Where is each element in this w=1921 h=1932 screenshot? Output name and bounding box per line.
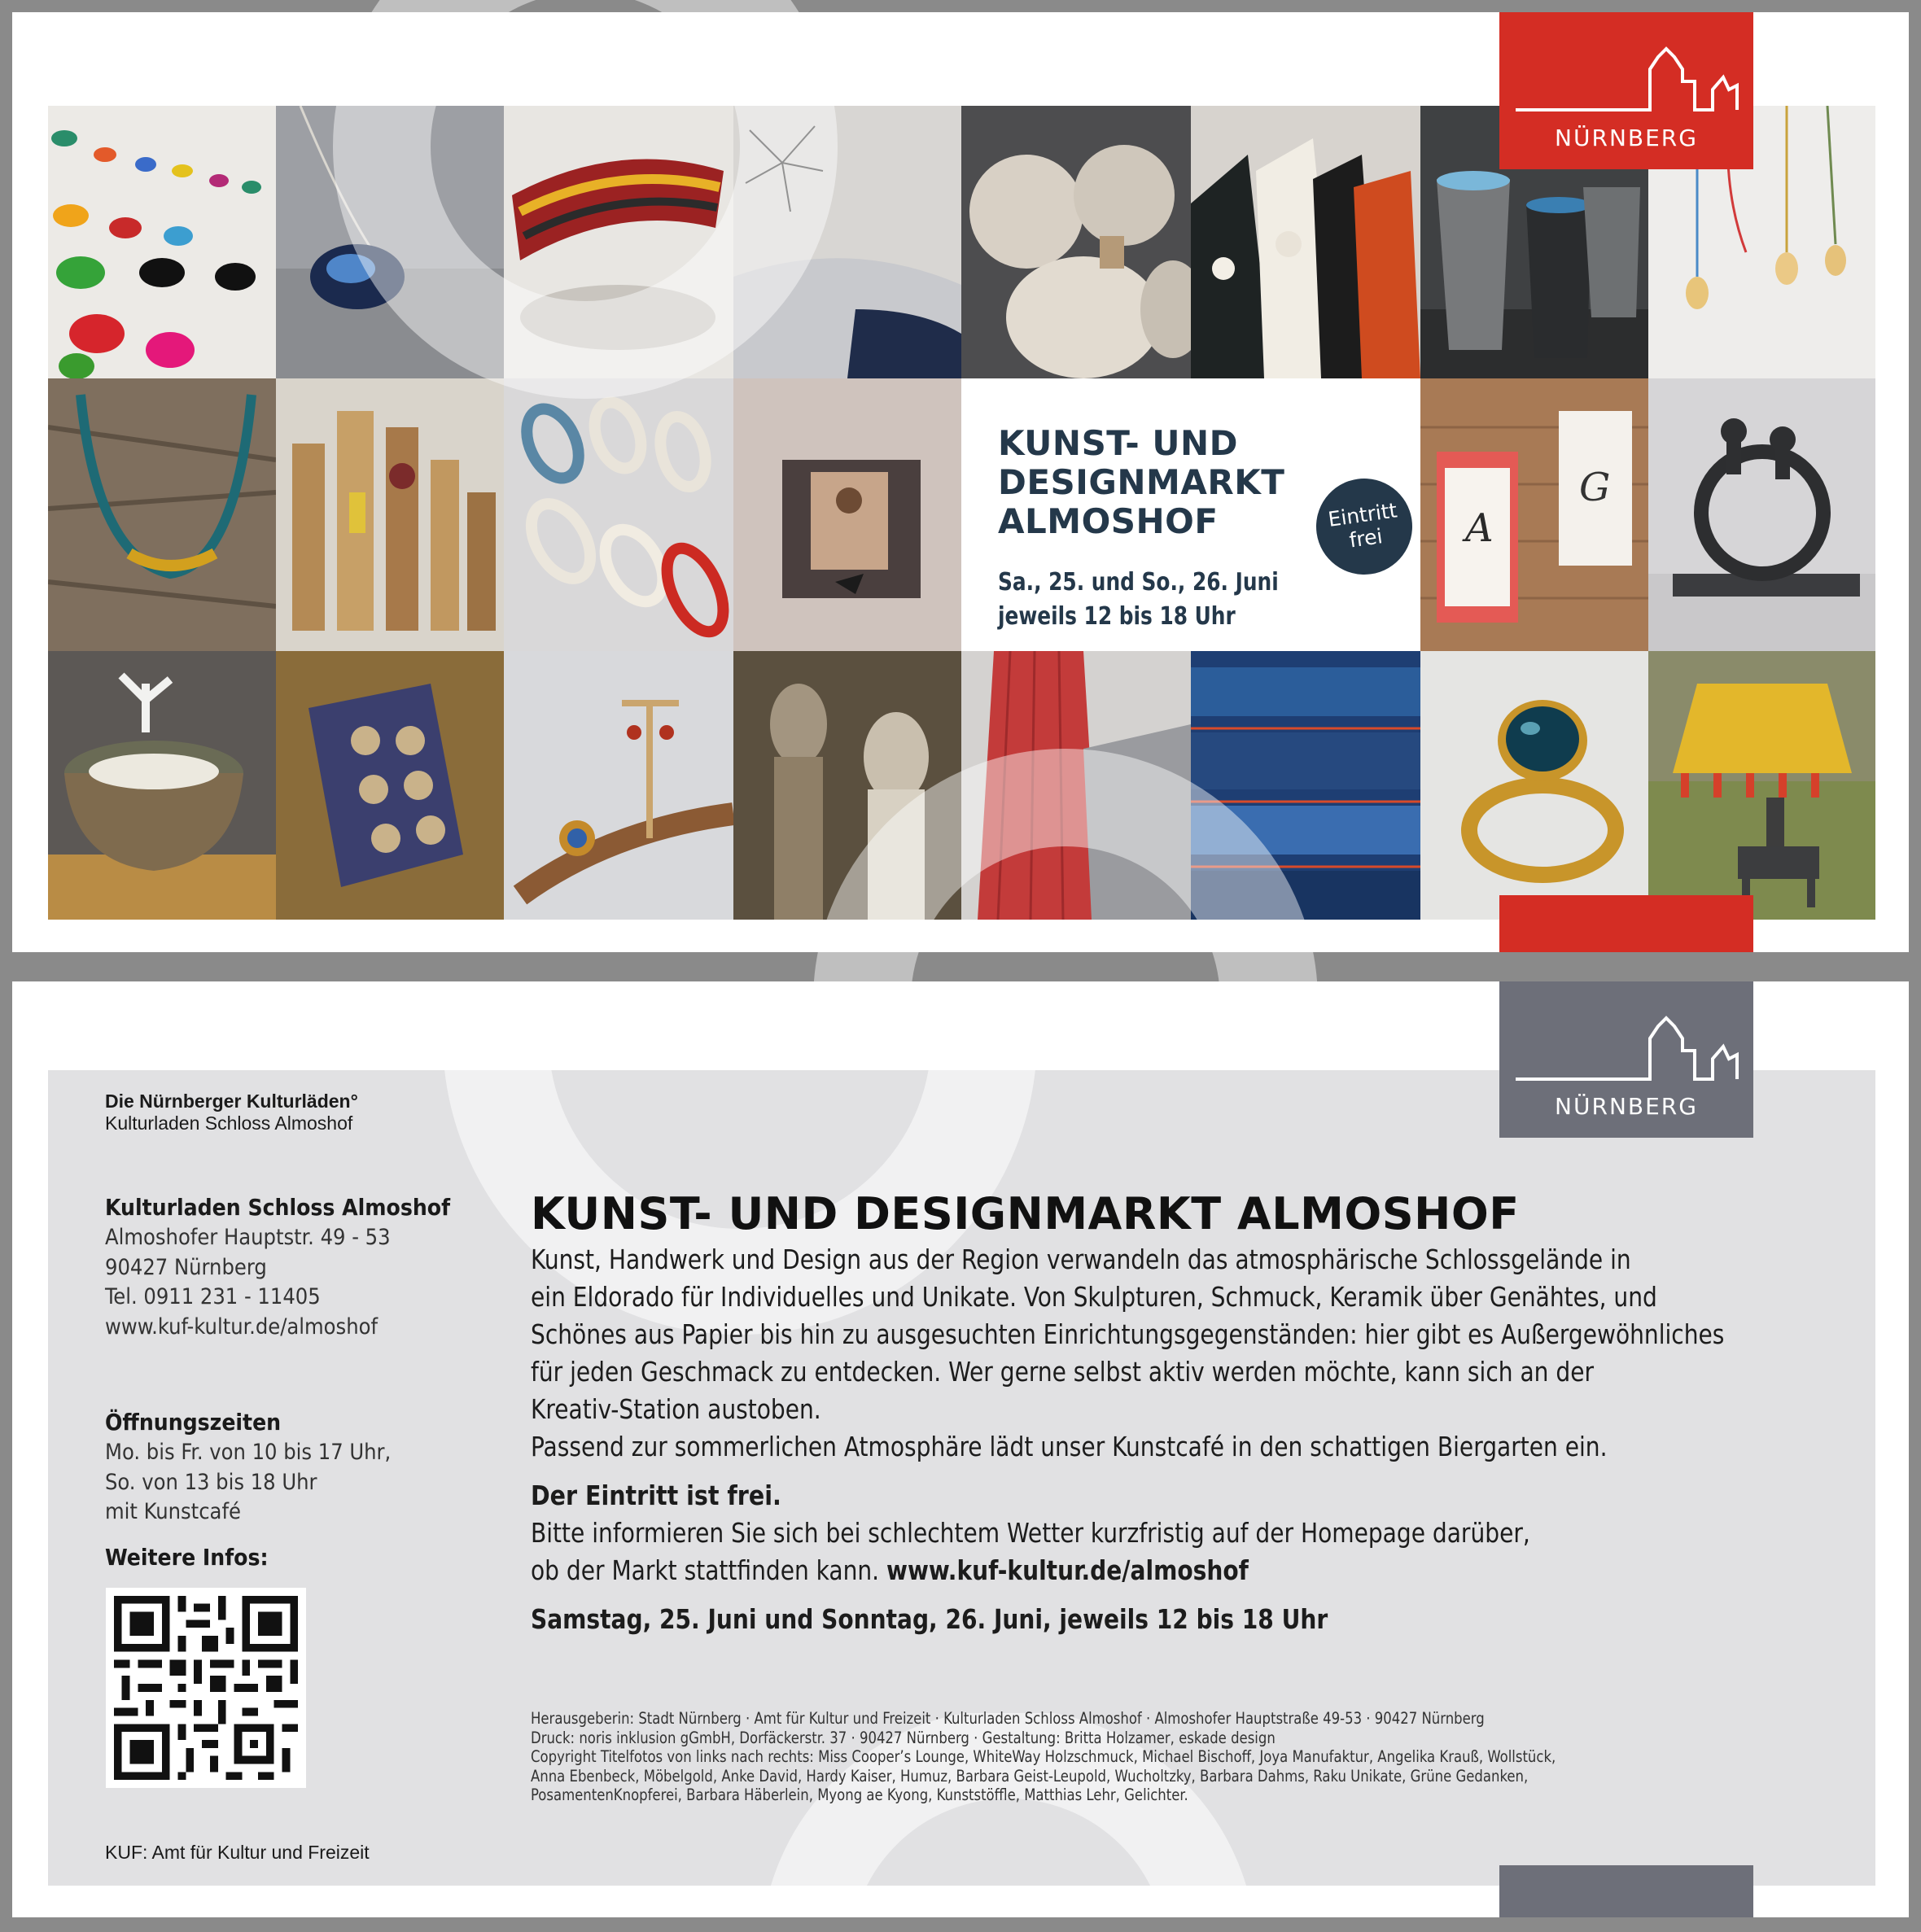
photo-gold-ring (1420, 651, 1648, 920)
photo-fabric-bags (1191, 106, 1420, 378)
back-card (12, 981, 1909, 1917)
logo-text: NÜRNBERG (1555, 1093, 1698, 1120)
hours-cafe: mit Kunstcafé (105, 1499, 241, 1524)
photo-raku-bowl (48, 651, 276, 920)
imprint (531, 1709, 1709, 1805)
hours-block (105, 1438, 391, 1528)
photo-printed-fabric (276, 651, 504, 920)
hours-weekday: Mo. bis Fr. von 10 bis 17 Uhr, (105, 1440, 392, 1465)
nuernberg-logo-back (1499, 981, 1753, 1138)
back-panel (48, 1070, 1875, 1886)
photo-llama-lamp (1648, 651, 1875, 920)
imprint-line: Herausgeberin: Stadt Nürnberg · Amt für Kultur und Freizeit · Kulturladen Schloss Almoshof · Almoshofer Hauptstraße 49-53 · 90427 Nürnberg (531, 1709, 1485, 1728)
photo-figurines (733, 651, 961, 920)
address-title: Kulturladen Schloss Almoshof (105, 1194, 451, 1221)
svg-text:G: G (1579, 465, 1611, 510)
weather-text: ob der Markt stattfinden kann. (531, 1555, 887, 1586)
body-line: Passend zur sommerlichen Atmosphäre lädt unser Kunstcafé in den schattigen Biergarten ein. (531, 1432, 1608, 1462)
body-line: Schönes aus Papier bis hin zu ausgesuchten Einrichtungsgegenständen: hier gibt es Außergewöhnliches (531, 1319, 1725, 1350)
front-card (12, 12, 1909, 952)
brand-strip-back (1499, 1865, 1753, 1917)
address-phone: Tel. 0911 231 - 11405 (105, 1284, 321, 1309)
body-text (531, 1241, 1734, 1638)
photo-dandelion-bag (733, 106, 961, 378)
address-street: Almoshofer Hauptstr. 49 - 53 (105, 1225, 391, 1250)
hours-sunday: So. von 13 bis 18 Uhr (105, 1469, 317, 1495)
photo-wood-sculptures (276, 378, 504, 651)
address-city: 90427 Nürnberg (105, 1254, 267, 1280)
imprint-line: PosamentenKnopferei, Barbara Häberlein, Myong ae Kyong, Kunststöffle, Matthias Lehr, Gelichter. (531, 1786, 1188, 1804)
photo-ceramic-vases (961, 106, 1191, 378)
org-sub: Kulturladen Schloss Almoshof (105, 1112, 353, 1134)
dates-line: Samstag, 25. Juni und Sonntag, 26. Juni, jeweils 12 bis 18 Uhr (531, 1604, 1328, 1635)
footer-org: KUF: Amt für Kultur und Freizeit (105, 1842, 370, 1863)
photo-earring-stand (504, 651, 733, 920)
body-line: für jeden Geschmack zu entdecken. Wer gerne selbst aktiv werden möchte, kann sich an der (531, 1357, 1595, 1388)
photo-glass-pendant (276, 106, 504, 378)
body-line: ein Eldorado für Individuelles und Unikate. Von Skulpturen, Schmuck, Keramik über Genähtes, und (531, 1282, 1657, 1313)
website-link[interactable]: www.kuf-kultur.de/almoshof (886, 1555, 1249, 1586)
event-title: KUNST- UND DESIGNMARKT ALMOSHOF (998, 423, 1285, 541)
brand-strip (1499, 895, 1753, 952)
main-title: KUNST- UND DESIGNMARKT ALMOSHOF (531, 1188, 1520, 1239)
event-dates: Sa., 25. und So., 26. Juni jeweils 12 bis 18 Uhr (998, 568, 1279, 631)
address-block (105, 1223, 391, 1342)
hours-title: Öffnungszeiten (105, 1409, 282, 1436)
free-entry-badge: Eintritt frei (1310, 472, 1418, 580)
imprint-line: Anna Ebenbeck, Möbelgold, Anke David, Hardy Kaiser, Humuz, Barbara Geist-Leupold, Wucholtzky, Barbara Dahms, Raku Unikate, Grüne Gedanken, (531, 1766, 1529, 1786)
photo-letter-cards (1420, 378, 1648, 651)
weather-line-2 (531, 1552, 1734, 1589)
photo-textile-art (733, 378, 961, 651)
photo-bronze-figures (1648, 378, 1875, 651)
photo-woven-scarf (961, 651, 1191, 920)
photo-blue-textiles (1191, 651, 1420, 920)
more-info-label: Weitere Infos: (105, 1544, 269, 1571)
qr-code[interactable] (106, 1588, 306, 1788)
org-name: Die Nürnberger Kulturläden° (105, 1091, 358, 1112)
logo-text: NÜRNBERG (1555, 125, 1698, 151)
svg-text:A: A (1465, 505, 1494, 551)
address-website-link[interactable]: www.kuf-kultur.de/almoshof (105, 1313, 378, 1340)
imprint-line: Copyright Titelfotos von links nach rechts: Miss Cooper’s Lounge, WhiteWay Holzschmuck, Michael Bischoff, Joya Manufaktur, Angelika Krauß, Wollstück, (531, 1747, 1556, 1766)
photo-striped-bowl (504, 106, 733, 378)
body-line: Kunst, Handwerk und Design aus der Region verwandeln das atmosphärische Schlossgelände in (531, 1244, 1631, 1275)
free-entry-text: Der Eintritt ist frei. (531, 1480, 781, 1511)
imprint-line: Druck: noris inklusion gGmbH, Dorfäckerstr. 37 · 90427 Nürnberg · Gestaltung: Britta Holzamer, eskade design (531, 1728, 1276, 1747)
weather-line-1: Bitte informieren Sie sich bei schlechtem Wetter kurzfristig auf der Homepage darüber, (531, 1518, 1530, 1549)
photo-beaded-necklace (48, 378, 276, 651)
nuernberg-logo (1499, 12, 1753, 169)
body-line: Kreativ-Station austoben. (531, 1394, 821, 1425)
photo-felt-dots (48, 106, 276, 378)
photo-earrings (504, 378, 733, 651)
